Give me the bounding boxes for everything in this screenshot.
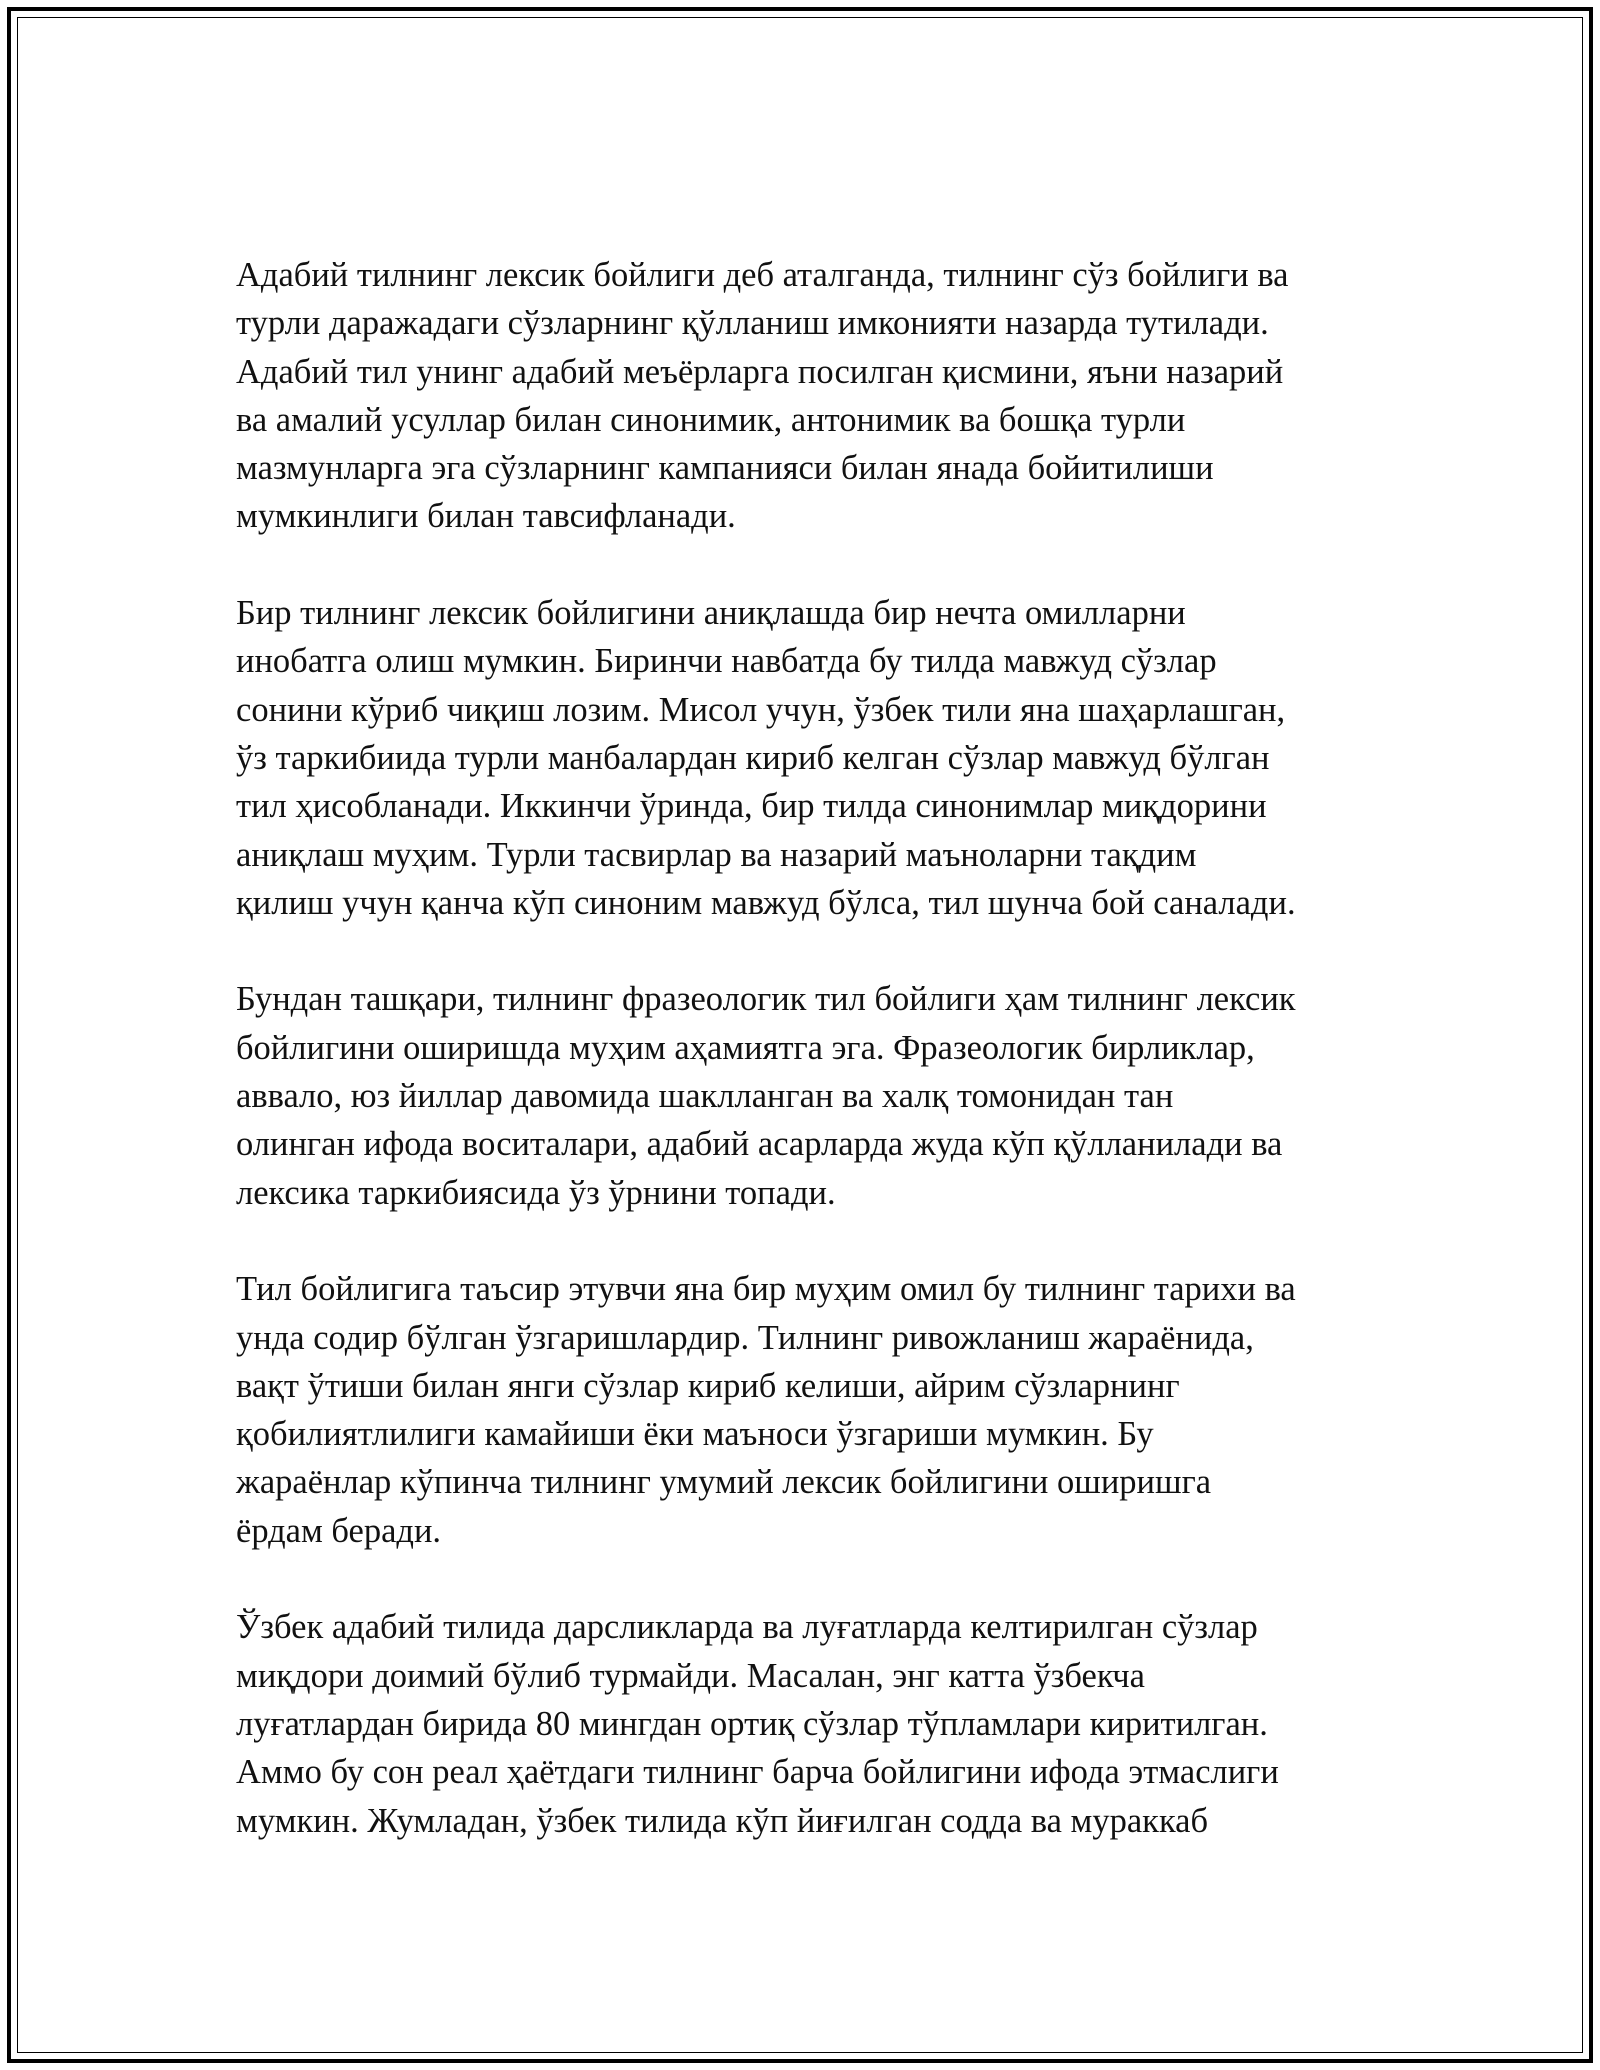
paragraph — [236, 1265, 1386, 1555]
text-line: аввало, юз йиллар давомида шаклланган ва халқ томонидан тан — [236, 1077, 1174, 1116]
text-line: лексика таркибиясида ўз ўрнини топади. — [236, 1173, 836, 1212]
text-line: унда содир бўлган ўзгаришлардир. Тилнинг ривожланиш жараёнида, — [236, 1318, 1254, 1357]
text-line: Бундан ташқари, тилнинг фразеологик тил бойлиги ҳам тилнинг лексик — [236, 980, 1296, 1019]
text-line: жараёнлар кўпинча тилнинг умумий лексик бойлигини оширишга — [236, 1463, 1212, 1502]
paragraph — [236, 589, 1386, 927]
text-line: ўз таркибиида турли манбалардан кириб келган сўзлар мавжуд бўлган — [236, 738, 1270, 777]
text-line: Тил бойлигига таъсир этувчи яна бир муҳим омил бу тилнинг тарихи ва — [236, 1270, 1296, 1309]
paragraph — [236, 1603, 1386, 1844]
text-line: луғатлардан бирида 80 мингдан ортиқ сўзлар тўпламлари киритилган. — [236, 1704, 1268, 1743]
document-body — [236, 251, 1386, 1845]
text-line: инобатга олиш мумкин. Биринчи навбатда бу тилда мавжуд сўзлар — [236, 642, 1217, 681]
text-line: Бир тилнинг лексик бойлигини аниқлашда бир нечта омилларни — [236, 594, 1186, 633]
text-line: бойлигини оширишда муҳим аҳамиятга эга. Фразеологик бирликлар, — [236, 1028, 1255, 1067]
text-line: қобилиятлилиги камайиши ёки маъноси ўзгариши мумкин. Бу — [236, 1415, 1154, 1454]
paragraph — [236, 251, 1386, 541]
paragraph-spacer — [236, 1217, 1386, 1265]
paragraph-spacer — [236, 1555, 1386, 1603]
paragraph-spacer — [236, 541, 1386, 589]
text-line: мазмунларга эга сўзларнинг кампанияси билан янада бойитилиши — [236, 449, 1214, 488]
paragraph-spacer — [236, 927, 1386, 975]
text-line: турли даражадаги сўзларнинг қўлланиш имконияти назарда тутилади. — [236, 304, 1269, 343]
text-line: Ўзбек адабий тилида дарсликларда ва луғатларда келтирилган сўзлар — [236, 1608, 1258, 1647]
text-line: тил ҳисобланади. Иккинчи ўринда, бир тилда синонимлар миқдорини — [236, 787, 1267, 826]
text-line: Аммо бу сон реал ҳаётдаги тилнинг барча бойлигини ифода этмаслиги — [236, 1753, 1279, 1792]
text-line: мумкин. Жумладан, ўзбек тилида кўп йиғилган содда ва мураккаб — [236, 1801, 1209, 1840]
text-line: миқдори доимий бўлиб турмайди. Масалан, энг катта ўзбекча — [236, 1656, 1145, 1695]
text-line: аниқлаш муҳим. Турли тасвирлар ва назарий маъноларни тақдим — [236, 835, 1197, 874]
text-line: ёрдам беради. — [236, 1511, 442, 1550]
text-line: сонини кўриб чиқиш лозим. Мисол учун, ўзбек тили яна шаҳарлашган, — [236, 690, 1286, 729]
text-line: Адабий тил унинг адабий меъёрларга посилган қисмини, яъни назарий — [236, 352, 1284, 391]
text-line: олинган ифода воситалари, адабий асарларда жуда кўп қўлланилади ва — [236, 1125, 1283, 1164]
text-line: мумкинлиги билан тавсифланади. — [236, 497, 736, 536]
text-line: вақт ўтиши билан янги сўзлар кириб келиши, айрим сўзларнинг — [236, 1366, 1180, 1405]
text-line: Адабий тилнинг лексик бойлиги деб аталганда, тилнинг сўз бойлиги ва — [236, 256, 1289, 294]
paragraph — [236, 975, 1386, 1216]
text-line: қилиш учун қанча кўп синоним мавжуд бўлса, тил шунча бой саналади. — [236, 883, 1296, 922]
text-line: ва амалий усуллар билан синонимик, антонимик ва бошқа турли — [236, 400, 1186, 439]
